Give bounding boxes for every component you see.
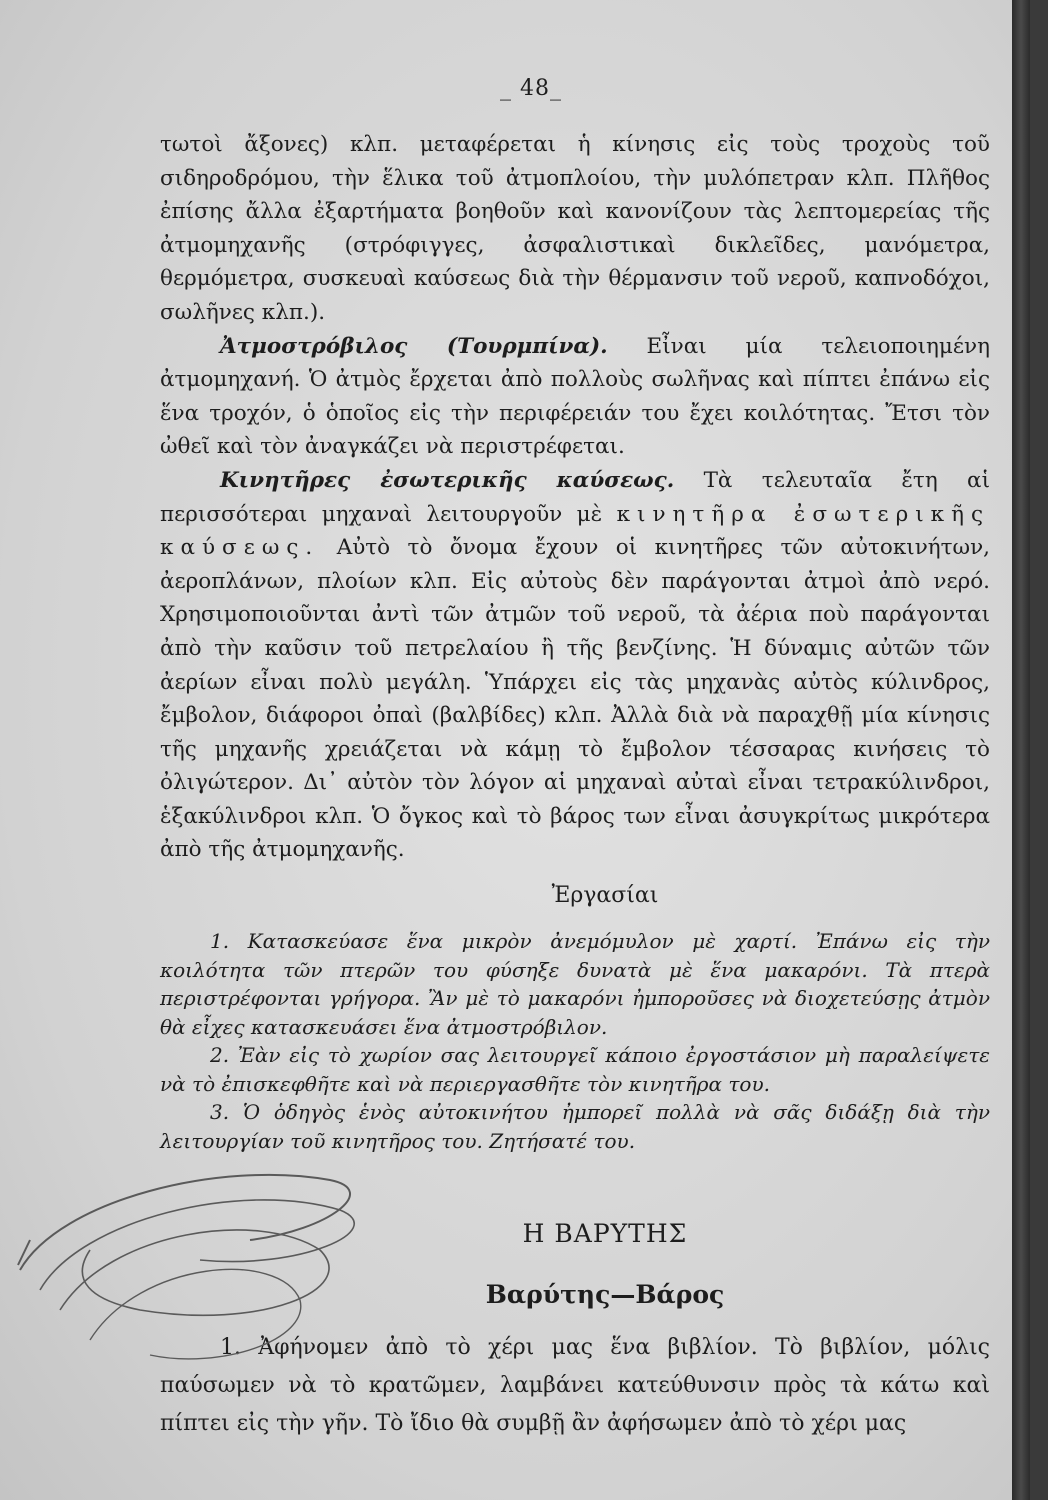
paragraph-steam-engine-parts: τωτοὶ ἄξονες) κλπ. μεταφέρεται ἡ κίνησις εἰς τοὺς τροχοὺς τοῦ σιδηροδρόμου, τὴν ἕλικα τοῦ ἀτμοπλοίου, τὴν μυλόπετραν κλπ. Πλῆθος ἐπίσης ἄλλα ἐξαρτήματα βοηθοῦν καὶ κανονίζουν τὰς λεπτομερείας τῆς ἀτμομηχανῆς (στρόφιγγες, ἀσφαλιστικαὶ δικλεῖδες, μανόμετρα, θερμόμετρα, συσκευαὶ καύσεως διὰ τὴν θέρμανσιν τοῦ νεροῦ, καπνοδόχοι, σωλῆνες κλπ.). — [160, 132, 990, 325]
chapter-title: Η ΒΑΡΥΤΗΣ — [522, 1219, 688, 1249]
steam-turbine-heading: Ἀτμοστρόβιλος (Τουρμπίνα). — [220, 333, 608, 359]
steam-turbine-text: Εἶναι μία τελειοποιημένη ἀτμομηχανή. Ὁ ἀτμὸς ἔρχεται ἀπὸ πολλοὺς σωλῆνας καὶ πίπτει ἐπάνω εἰς ἕνα τροχόν, ὁ ὁποῖος εἰς τὴν περιφέρειάν του ἔχει κοιλότητας. Ἔτσι τὸν ὠθεῖ καὶ τὸν ἀναγκάζει νὰ περιστρέφεται. — [160, 333, 990, 460]
exercise-1: 1. Κατασκεύασε ἕνα μικρὸν ἀνεμόμυλον μὲ χαρτί. Ἐπάνω εἰς τὴν κοιλότητα τῶν πτερῶν του φύσηξε δυνατὰ μὲ ἕνα μακαρόνι. Τὰ πτερὰ περιστρέφονται γρήγορα. Ἂν μὲ τὸ μακαρόνι ἠμποροῦσες νὰ διοχετεύσῃς ἀτμὸν θὰ εἶχες κατασκευάσει ἕνα ἀτμοστρόβιλον. — [160, 929, 990, 1039]
combustion-engines-heading: Κινητῆρες ἐσωτερικῆς καύσεως. — [220, 467, 675, 493]
exercises-heading: Ἐργασίαι — [551, 883, 659, 909]
exercise-3: 3. Ὁ ὁδηγὸς ἑνὸς αὐτοκινήτου ἠμπορεῖ πολλὰ νὰ σᾶς διδάξῃ διὰ τὴν λειτουργίαν τοῦ κινητῆρος του. Ζητήσατέ του. — [160, 1100, 990, 1153]
combustion-text-b: Αὐτὸ τὸ ὄνομα ἔχουν οἱ κινητῆρες τῶν αὐτοκινήτων, ἀεροπλάνων, πλοίων κλπ. Εἰς αὐτοὺς δὲν παράγονται ἀτμοὶ ἀπὸ νερό. Χρησιμοποιοῦνται ἀντὶ τῶν ἀτμῶν τοῦ νεροῦ, τὰ ἀέρια ποὺ παράγονται ἀπὸ τὴν καῦσιν τοῦ πετρελαίου ἢ τῆς βενζίνης. Ἡ δύναμις αὐτῶν τῶν ἀερίων εἶναι πολὺ μεγάλη. Ὑπάρχει εἰς τὰς μηχανὰς αὐτὸς κύλινδρος, ἔμβολον, διάφοροι ὀπαὶ (βαλβίδες) κλπ. Ἀλλὰ διὰ νὰ παραχθῇ μία κίνησις τῆς μηχανῆς χρειάζεται νὰ κάμῃ τὸ ἔμβολον τέσσαρας κινήσεις τὸ ὀλιγώτερον. Δι᾿ αὐτὸν τὸν λόγον αἱ μηχαναὶ αὐταὶ εἶναι τετρακύλινδροι, ἑξακύλινδροι κλπ. Ὁ ὄγκος καὶ τὸ βάρος των εἶναι ἀσυγκρίτως μικρότερα ἀπὸ τῆς ἀτμομηχανῆς. — [160, 535, 990, 863]
subchapter-title: Βαρύτης—Βάρος — [485, 1280, 725, 1310]
page-body — [160, 128, 990, 1443]
exercise-2: 2. Ἐὰν εἰς τὸ χωρίον σας λειτουργεῖ κάποιο ἐργοστάσιον μὴ παραλείψετε νὰ τὸ ἐπισκεφθῆτε καὶ νὰ περιεργασθῆτε τὸν κινητῆρα του. — [160, 1043, 990, 1096]
paragraph-gravity: 1. Ἀφήνομεν ἀπὸ τὸ χέρι μας ἕνα βιβλίον. Τὸ βιβλίον, μόλις παύσωμεν νὰ τὸ κρατῶμεν, λαμβάνει κατεύθυνσιν πρὸς τὰ κάτω καὶ πίπτει εἰς τὴν γῆν. Τὸ ἴδιο θὰ συμβῇ ἂν ἀφήσωμεν ἀπὸ τὸ χέρι μας — [160, 1335, 990, 1437]
page-number: _ 48_ — [500, 76, 562, 101]
combustion-spaced-term: κινητῆρα ἐσωτερικῆς καύσεως. — [160, 501, 991, 561]
page-edge-shadow — [1012, 0, 1030, 1500]
combustion-text-a: Τὰ τελευταῖα ἔτη αἱ περισσότεραι μηχαναὶ λειτουργοῦν μὲ — [160, 467, 991, 527]
paragraph-combustion-engines — [160, 464, 990, 867]
paragraph-steam-turbine — [160, 330, 990, 464]
